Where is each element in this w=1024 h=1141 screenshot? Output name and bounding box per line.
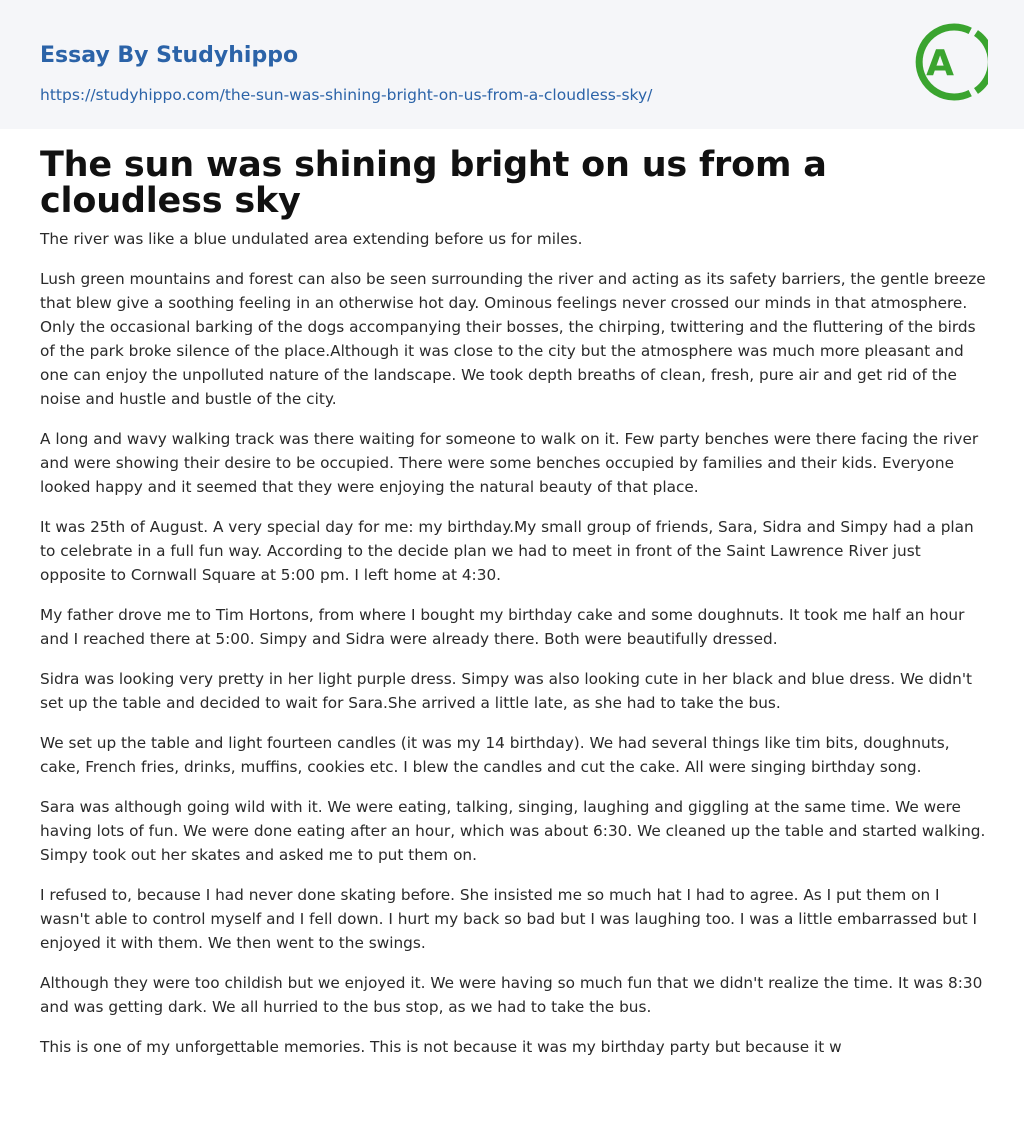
brand-title[interactable]: Essay By Studyhippo — [40, 43, 299, 68]
essay-paragraph: It was 25th of August. A very special day for me: my birthday.My small group of friends, Sara, Sidra and Simpy had a plan to celebrate in a full fun way. According to the decide plan we had to meet in front of the Saint Lawrence River just opposite to Cornwall Square at 5:00 pm. I left home at 4:30. — [40, 518, 974, 584]
essay-paragraph: Lush green mountains and forest can also be seen surrounding the river and acting as its safety barriers, the gentle breeze that blew give a soothing feeling in an otherwise hot day. Ominous feelings never crossed our minds in that atmosphere. Only the occasional barking of the dogs accompanying their bosses, the chirping, twittering and the fluttering of the birds of the park broke silence of the place.Although it was close to the city but the atmosphere was much more pleasant and one can enjoy the unpolluted nature of the landscape. We took depth breaths of clean, fresh, pure air and get rid of the noise and hustle and bustle of the city. — [40, 270, 986, 408]
logo-letter: A — [926, 43, 954, 84]
essay-paragraph: Although they were too childish but we enjoyed it. We were having so much fun that we didn't realize the time. It was 8:30 and was getting dark. We all hurried to the bus stop, as we had to take the bus. — [40, 974, 983, 1016]
essay-title: The sun was shining bright on us from a cloudless sky — [40, 145, 827, 221]
site-header — [0, 0, 1024, 129]
essay-paragraph: My father drove me to Tim Hortons, from where I bought my birthday cake and some doughnuts. It took me half an hour and I reached there at 5:00. Simpy and Sidra were already there. Both were beautifully dressed. — [40, 606, 965, 648]
essay-paragraph: I refused to, because I had never done skating before. She insisted me so much hat I had to agree. As I put them on I wasn't able to control myself and I fell down. I hurt my back so bad but I was laughing too. I was a little embarrassed but I enjoyed it with them. We then went to the swings. — [40, 886, 978, 952]
essay-paragraph: Sidra was looking very pretty in her light purple dress. Simpy was also looking cute in her black and blue dress. We didn't set up the table and decided to wait for Sara.She arrived a little late, as she had to take the bus. — [40, 670, 973, 712]
essay-paragraph-truncated: This is one of my unforgettable memories. This is not because it was my birthday party but because it w — [40, 1038, 842, 1056]
essay-paragraph: A long and wavy walking track was there waiting for someone to walk on it. Few party benches were there facing the river and were showing their desire to be occupied. There were some benches occupied by families and their kids. Everyone looked happy and it seemed that they were enjoying the natural beauty of that place. — [40, 430, 979, 496]
essay-body — [40, 227, 986, 1059]
essay-paragraph: The river was like a blue undulated area extending before us for miles. — [40, 230, 583, 248]
essay-paragraph: Sara was although going wild with it. We were eating, talking, singing, laughing and giggling at the same time. We were having lots of fun. We were done eating after an hour, which was about 6:30. We cleaned up the table and started walking. Simpy took out her skates and asked me to put them on. — [40, 798, 986, 864]
essay-content — [40, 147, 986, 1075]
essay-paragraph: We set up the table and light fourteen candles (it was my 14 birthday). We had several things like tim bits, doughnuts, cake, French fries, drinks, muffins, cookies etc. I blew the candles and cut the cake. All were singing birthday song. — [40, 734, 950, 776]
source-url-link[interactable]: https://studyhippo.com/the-sun-was-shining-bright-on-us-from-a-cloudless-sky/ — [40, 86, 653, 104]
studyhippo-logo-icon[interactable] — [908, 18, 988, 106]
